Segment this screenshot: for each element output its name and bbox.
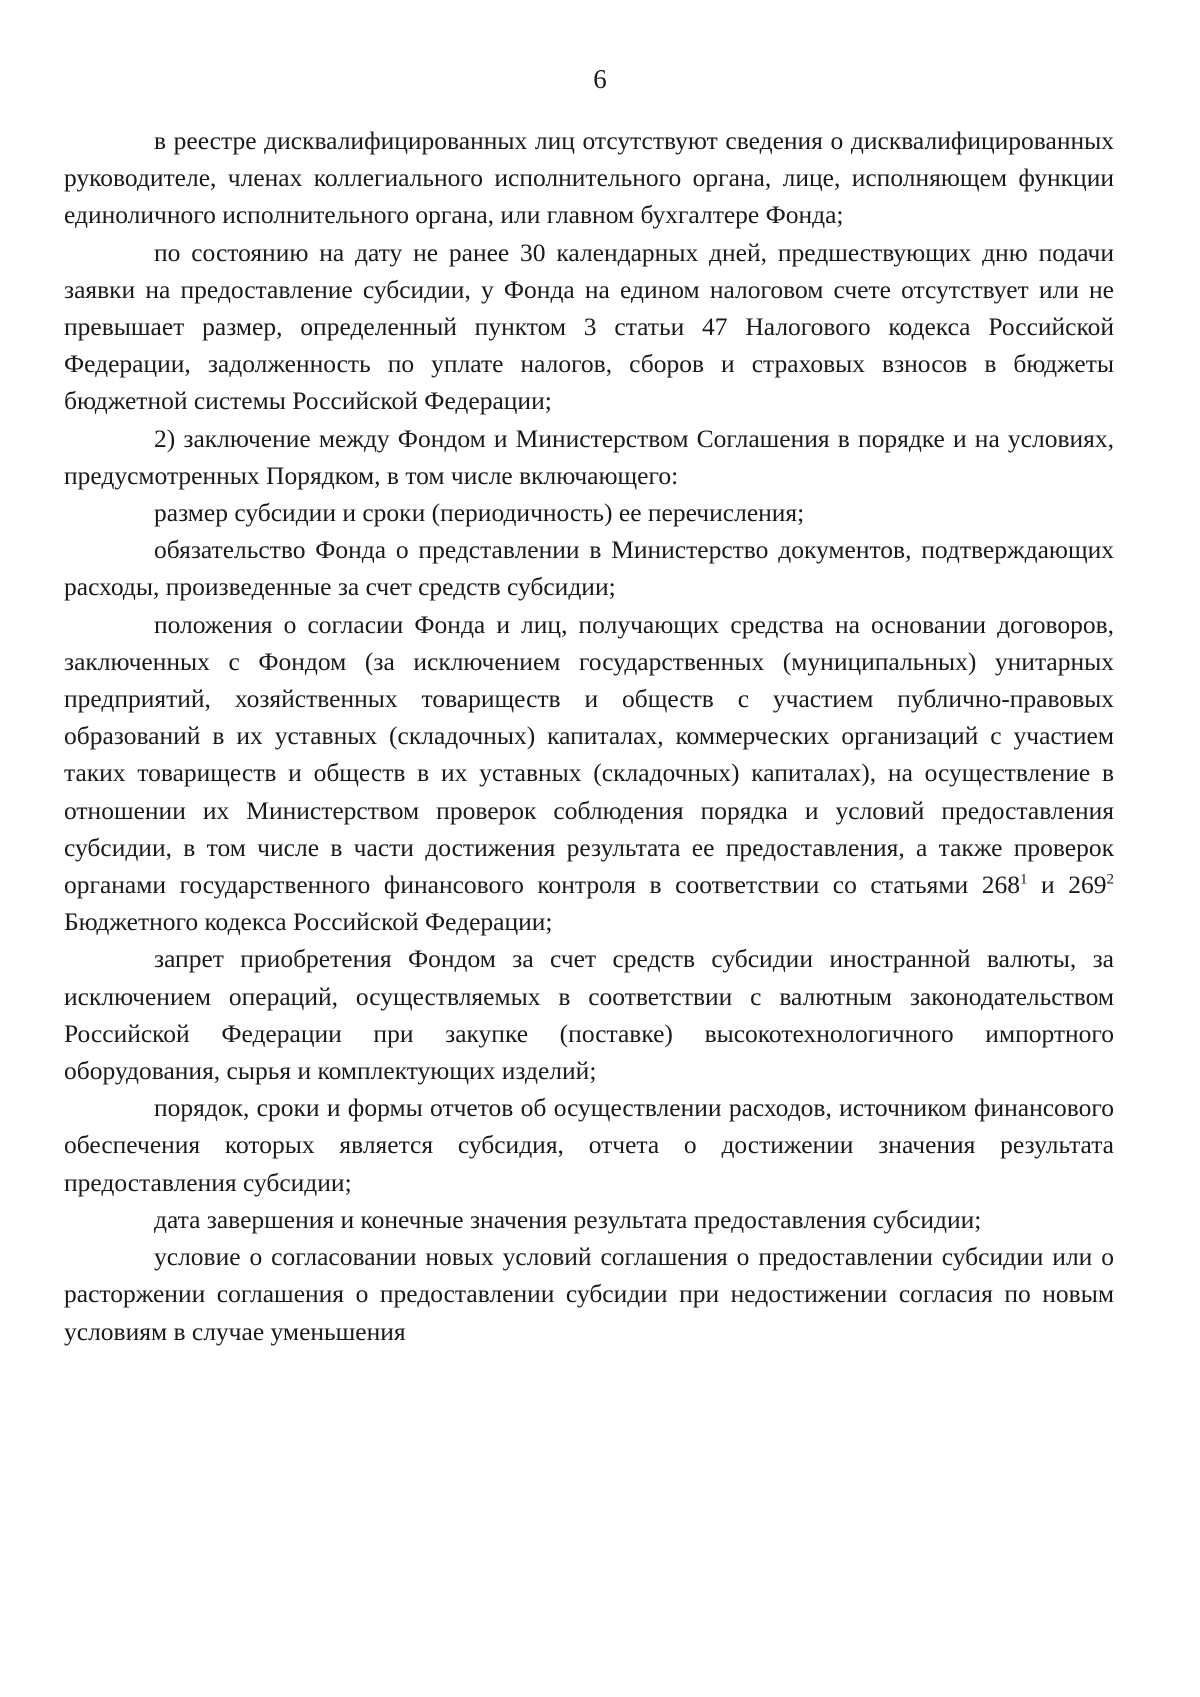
paragraph-completion-date: дата завершения и конечные значения результата предоставления субсидии; <box>154 1204 982 1234</box>
document-body <box>64 122 1114 1350</box>
paragraph-tax-debt: по состоянию на дату не ранее 30 календарных дней, предшествующих дню подачи заявки на предоставление субсидии, у Фонда на едином налоговом счете отсутствует или не превышает размер, определенный пунктом 3 статьи 47 Налогового кодекса Российской Федерации, задолженность по уплате налогов, сборов и страховых взносов в бюджеты бюджетной системы Российской Федерации; <box>64 237 1114 416</box>
consent-text-after: Бюджетного кодекса Российской Федерации; <box>64 907 553 937</box>
footnote-mark-268: 1 <box>1019 871 1028 888</box>
paragraph-reporting: порядок, сроки и формы отчетов об осуществлении расходов, источником финансового обеспечения которых является субсидия, отчета о достижении значения результата предоставления субсидии; <box>64 1093 1114 1197</box>
consent-text-before: положения о согласии Фонда и лиц, получающих средства на основании договоров, заключенных с Фондом (за исключением государственных (муниципальных) унитарных предприятий, хозяйственных товариществ и обществ с участием публично-правовых образований в их уставных (складочных) капиталах, коммерческих организаций с участием таких товариществ и обществ в их уставных (складочных) капиталах), на осуществление в отношении их Министерством проверок соблюдения порядка и условий предоставления субсидии, в том числе в части достижения результата ее предоставления, а также проверок органами государственного финансового контроля в соответствии со статьями 268 <box>64 609 1114 900</box>
paragraph-new-conditions: условие о согласовании новых условий соглашения о предоставлении субсидии или о расторжении соглашения о предоставлении субсидии при недостижении согласия по новым условиям в случае уменьшения <box>64 1242 1114 1346</box>
paragraph-currency-ban: запрет приобретения Фондом за счет средств субсидии иностранной валюты, за исключением операций, осуществляемых в соответствии с валютным законодательством Российской Федерации при закупке (поставке) высокотехнологичного импортного оборудования, сырья и комплектующих изделий; <box>64 944 1114 1086</box>
paragraph-subsidy-size: размер субсидии и сроки (периодичность) ее перечисления; <box>154 498 805 528</box>
paragraph-consent-provisions <box>64 606 1114 941</box>
page-number: 6 <box>593 64 607 94</box>
consent-text-middle: и 269 <box>1027 870 1107 900</box>
paragraph-disqualified-registry: в реестре дисквалифицированных лиц отсутствуют сведения о дисквалифицированных руководителе, членах коллегиального исполнительного органа, лице, исполняющем функции единоличного исполнительного органа, или главном бухгалтере Фонда; <box>64 126 1114 230</box>
paragraph-agreement-conclusion: 2) заключение между Фондом и Министерством Соглашения в порядке и на условиях, предусмотренных Порядком, в том числе включающего: <box>64 423 1114 490</box>
paragraph-documents-obligation: обязательство Фонда о представлении в Министерство документов, подтверждающих расходы, произведенные за счет средств субсидии; <box>64 535 1114 602</box>
footnote-mark-269: 2 <box>1106 871 1114 888</box>
